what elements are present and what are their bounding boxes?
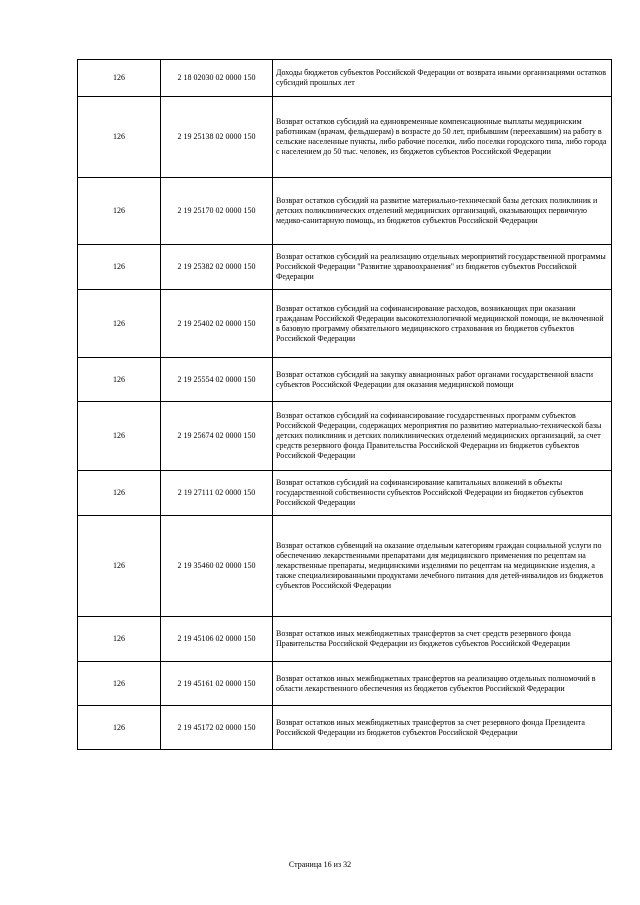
table-row	[78, 290, 612, 358]
budget-code-cell: 2 19 45106 02 0000 150	[161, 617, 273, 662]
description-cell: Возврат остатков иных межбюджетных трансфертов за счет резервного фонда Президента Российской Федерации из бюджетов субъектов Российской Федерации	[273, 706, 612, 750]
table-row	[78, 402, 612, 471]
budget-code-cell: 2 19 25170 02 0000 150	[161, 178, 273, 245]
budget-code-cell: 2 19 25382 02 0000 150	[161, 245, 273, 290]
table-body	[78, 60, 612, 750]
admin-code-cell: 126	[78, 402, 161, 471]
table-row	[78, 706, 612, 750]
description-cell: Возврат остатков субсидий на софинансирование государственных программ субъектов Российской Федерации, содержащих мероприятия по развитию материально-технической базы детских поликлиник и детских поликлинических отделений медицинских организаций, за счет средств резервного фонда Правительства Российской Федерации из бюджетов субъектов Российской Федерации	[273, 402, 612, 471]
budget-code-cell: 2 18 02030 02 0000 150	[161, 60, 273, 97]
budget-code-cell: 2 19 25138 02 0000 150	[161, 97, 273, 178]
table-row	[78, 358, 612, 402]
budget-code-cell: 2 19 25554 02 0000 150	[161, 358, 273, 402]
table-row	[78, 617, 612, 662]
table-row	[78, 97, 612, 178]
admin-code-cell: 126	[78, 471, 161, 516]
description-cell: Возврат остатков субсидий на софинансирование расходов, возникающих при оказании гражданам Российской Федерации высокотехнологичной медицинской помощи, не включенной в базовую программу обязательного медицинского страхования из бюджетов субъектов Российской Федерации	[273, 290, 612, 358]
admin-code-cell: 126	[78, 97, 161, 178]
admin-code-cell: 126	[78, 662, 161, 706]
description-cell: Возврат остатков субсидий на закупку авиационных работ органами государственной власти субъектов Российской Федерации для оказания медицинской помощи	[273, 358, 612, 402]
admin-code-cell: 126	[78, 178, 161, 245]
admin-code-cell: 126	[78, 358, 161, 402]
table-row	[78, 178, 612, 245]
description-cell: Возврат остатков иных межбюджетных трансфертов за счет средств резервного фонда Правительства Российской Федерации из бюджетов субъектов Российской Федерации	[273, 617, 612, 662]
admin-code-cell: 126	[78, 290, 161, 358]
admin-code-cell: 126	[78, 516, 161, 617]
description-cell: Возврат остатков субсидий на софинансирование капитальных вложений в объекты государственной собственности субъектов Российской Федерации из бюджетов субъектов Российской Федерации	[273, 471, 612, 516]
description-cell: Возврат остатков субсидий на реализацию отдельных мероприятий государственной программы Российской Федерации "Развитие здравоохранения" из бюджетов субъектов Российской Федерации	[273, 245, 612, 290]
table-row	[78, 60, 612, 97]
table-row	[78, 516, 612, 617]
table-row	[78, 662, 612, 706]
budget-code-cell: 2 19 25402 02 0000 150	[161, 290, 273, 358]
description-cell: Возврат остатков субсидий на развитие материально-технической базы детских поликлиник и детских поликлинических отделений медицинских организаций, оказывающих первичную медико-санитарную помощь, из бюджетов субъектов Российской Федерации	[273, 178, 612, 245]
description-cell: Возврат остатков субвенций на оказание отдельным категориям граждан социальной услуги по обеспечению лекарственными препаратами для медицинского применения по рецептам на лекарственные препараты, медицинскими изделиями по рецептам на медицинские изделия, а также специализированными продуктами лечебного питания для детей-инвалидов из бюджетов субъектов Российской Федерации	[273, 516, 612, 617]
admin-code-cell: 126	[78, 60, 161, 97]
table-row	[78, 245, 612, 290]
budget-code-cell: 2 19 45161 02 0000 150	[161, 662, 273, 706]
budget-code-cell: 2 19 25674 02 0000 150	[161, 402, 273, 471]
description-cell: Возврат остатков субсидий на единовременные компенсационные выплаты медицинским работникам (врачам, фельдшерам) в возрасте до 50 лет, прибывшим (переехавшим) на работу в сельские населенные пункты, либо рабочие поселки, либо поселки городского типа, либо города с населением до 50 тыс. человек, из бюджетов субъектов Российской Федерации	[273, 97, 612, 178]
budget-codes-table	[77, 59, 612, 750]
description-cell: Доходы бюджетов субъектов Российской Федерации от возврата иными организациями остатков субсидий прошлых лет	[273, 60, 612, 97]
budget-code-cell: 2 19 35460 02 0000 150	[161, 516, 273, 617]
table-row	[78, 471, 612, 516]
admin-code-cell: 126	[78, 245, 161, 290]
description-cell: Возврат остатков иных межбюджетных трансфертов на реализацию отдельных полномочий в области лекарственного обеспечения из бюджетов субъектов Российской Федерации	[273, 662, 612, 706]
admin-code-cell: 126	[78, 617, 161, 662]
budget-code-cell: 2 19 27111 02 0000 150	[161, 471, 273, 516]
page-number: Страница 16 из 32	[288, 860, 352, 869]
budget-code-cell: 2 19 45172 02 0000 150	[161, 706, 273, 750]
admin-code-cell: 126	[78, 706, 161, 750]
